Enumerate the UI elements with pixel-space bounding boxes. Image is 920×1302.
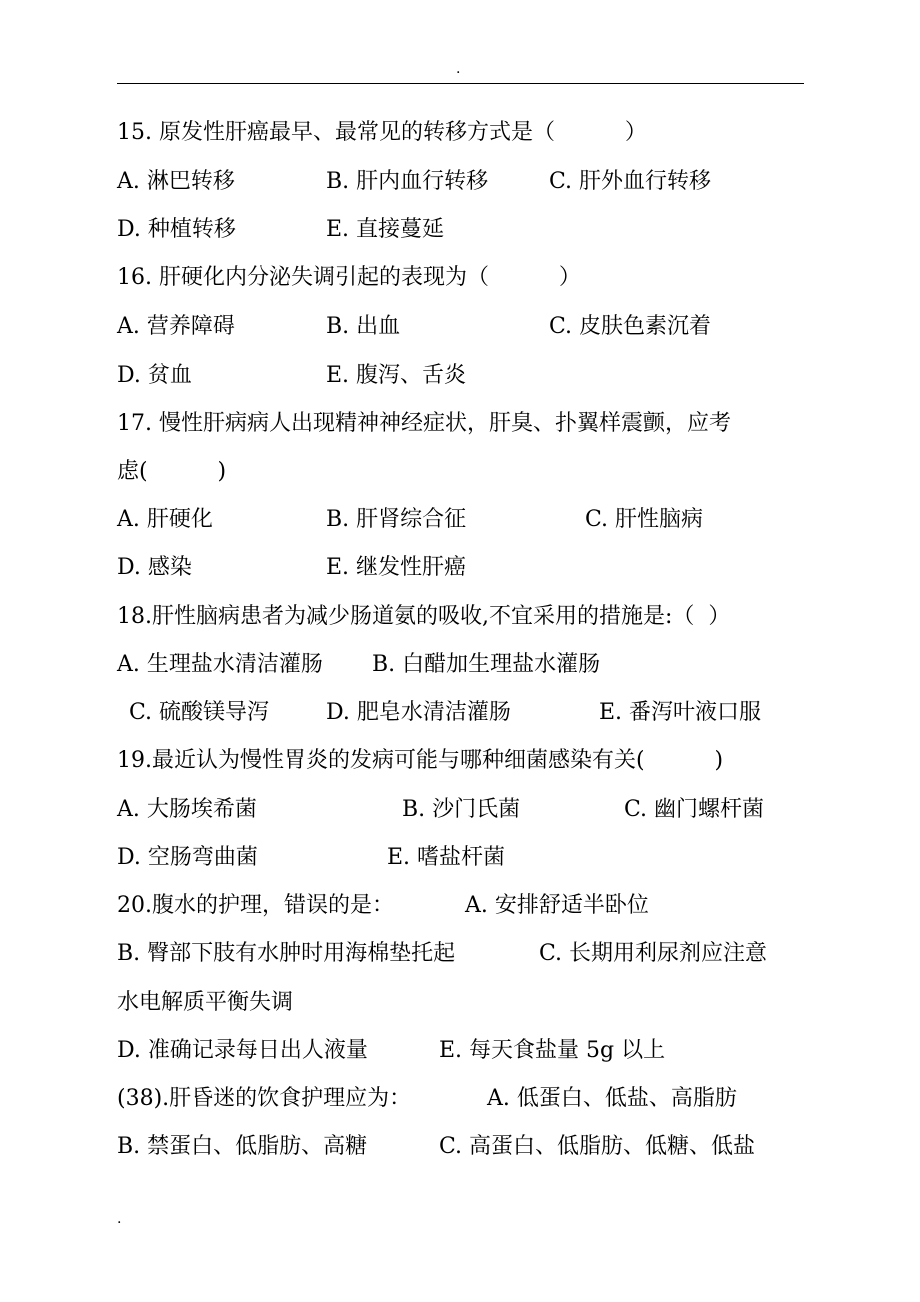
q16-option-d: D. 贫血 bbox=[117, 363, 192, 388]
q38-option-c: C. 高蛋白、低脂肪、低糖、低盐 bbox=[439, 1134, 756, 1159]
question-15 bbox=[117, 118, 647, 148]
q20-option-b: B. 臀部下肢有水肿时用海棉垫托起 bbox=[117, 941, 456, 966]
question-19-options-row-1 bbox=[117, 795, 765, 825]
question-16-options-row-1 bbox=[117, 312, 712, 342]
q38-option-a: A. 低蛋白、低盐、高脂肪 bbox=[487, 1086, 737, 1111]
q20-option-c-continued: 水电解质平衡失调 bbox=[117, 990, 294, 1015]
q19-option-e: E. 嗜盐杆菌 bbox=[387, 845, 506, 870]
header-mark: . bbox=[456, 61, 461, 77]
q15-option-b: B. 肝内血行转移 bbox=[326, 169, 489, 194]
question-17-options-row-1 bbox=[117, 505, 704, 535]
q20-option-c: C. 长期用利尿剂应注意 bbox=[539, 941, 768, 966]
q16-option-b: B. 出血 bbox=[326, 314, 401, 339]
question-20-options-row-1 bbox=[117, 939, 768, 969]
question-17-stem-line-2: 虑( ) bbox=[117, 459, 227, 484]
question-15-stem: 15. 原发性肝癌最早、最常见的转移方式是（ ） bbox=[117, 120, 647, 145]
question-20-options-row-2 bbox=[117, 1036, 666, 1066]
question-18-options-row-2 bbox=[117, 698, 762, 728]
question-18 bbox=[117, 602, 731, 632]
q17-option-b: B. 肝肾综合征 bbox=[326, 507, 467, 532]
question-38-stem: (38).肝昏迷的饮食护理应为： bbox=[117, 1086, 412, 1111]
question-16 bbox=[117, 263, 581, 293]
q17-option-a: A. 肝硬化 bbox=[117, 507, 213, 532]
question-19 bbox=[117, 746, 724, 776]
q17-option-c: C. 肝性脑病 bbox=[585, 507, 704, 532]
question-18-options-row-1 bbox=[117, 650, 601, 680]
q18-option-d: D. 肥皂水清洁灌肠 bbox=[326, 700, 511, 725]
q19-option-a: A. 大肠埃希菌 bbox=[117, 797, 257, 822]
question-15-options-row-1 bbox=[117, 167, 712, 197]
q15-option-a: A. 淋巴转移 bbox=[117, 169, 235, 194]
q19-option-b: B. 沙门氏菌 bbox=[402, 797, 521, 822]
q15-option-c: C. 肝外血行转移 bbox=[549, 169, 712, 194]
q18-option-b: B. 白醋加生理盐水灌肠 bbox=[372, 652, 601, 677]
q16-option-c: C. 皮肤色素沉着 bbox=[549, 314, 712, 339]
question-19-options-row-2 bbox=[117, 843, 506, 873]
q38-option-b: B. 禁蛋白、低脂肪、高糖 bbox=[117, 1134, 368, 1159]
q16-option-e: E. 腹泻、舌炎 bbox=[326, 363, 467, 388]
question-17-stem-line-1: 17. 慢性肝病病人出现精神神经症状，肝臭、扑翼样震颤，应考 bbox=[117, 411, 731, 436]
question-17-continued bbox=[117, 457, 227, 487]
q18-option-c: C. 硫酸镁导泻 bbox=[129, 700, 270, 725]
q18-option-a: A. 生理盐水清洁灌肠 bbox=[117, 652, 323, 677]
question-17 bbox=[117, 409, 731, 439]
question-17-options-row-2 bbox=[117, 553, 467, 583]
q17-option-e: E. 继发性肝癌 bbox=[326, 555, 467, 580]
q18-option-e: E. 番泻叶液口服 bbox=[599, 700, 762, 725]
q20-option-e: E. 每天食盐量 5g 以上 bbox=[439, 1038, 666, 1063]
question-19-stem: 19.最近认为慢性胃炎的发病可能与哪种细菌感染有关( ) bbox=[117, 748, 724, 773]
footer-mark: . bbox=[117, 1211, 122, 1227]
question-20 bbox=[117, 891, 649, 921]
question-20-stem: 20.腹水的护理，错误的是： bbox=[117, 893, 394, 918]
q16-option-a: A. 营养障碍 bbox=[117, 314, 235, 339]
question-16-stem: 16. 肝硬化内分泌失调引起的表现为（ ） bbox=[117, 265, 581, 290]
q15-option-d: D. 种植转移 bbox=[117, 217, 236, 242]
q20-option-a: A. 安排舒适半卧位 bbox=[465, 893, 649, 918]
question-38 bbox=[117, 1084, 737, 1114]
header-rule bbox=[117, 83, 804, 84]
q17-option-d: D. 感染 bbox=[117, 555, 192, 580]
q19-option-c: C. 幽门螺杆菌 bbox=[624, 797, 765, 822]
question-20-options-row-1-continued bbox=[117, 988, 294, 1018]
q20-option-d: D. 准确记录每日出人液量 bbox=[117, 1038, 368, 1063]
question-38-options-row-1 bbox=[117, 1132, 756, 1162]
q15-option-e: E. 直接蔓延 bbox=[326, 217, 445, 242]
question-18-stem: 18.肝性脑病患者为减少肠道氨的吸收,不宜采用的措施是:（ ） bbox=[117, 604, 731, 629]
q19-option-d: D. 空肠弯曲菌 bbox=[117, 845, 258, 870]
question-16-options-row-2 bbox=[117, 361, 467, 391]
question-15-options-row-2 bbox=[117, 215, 445, 245]
